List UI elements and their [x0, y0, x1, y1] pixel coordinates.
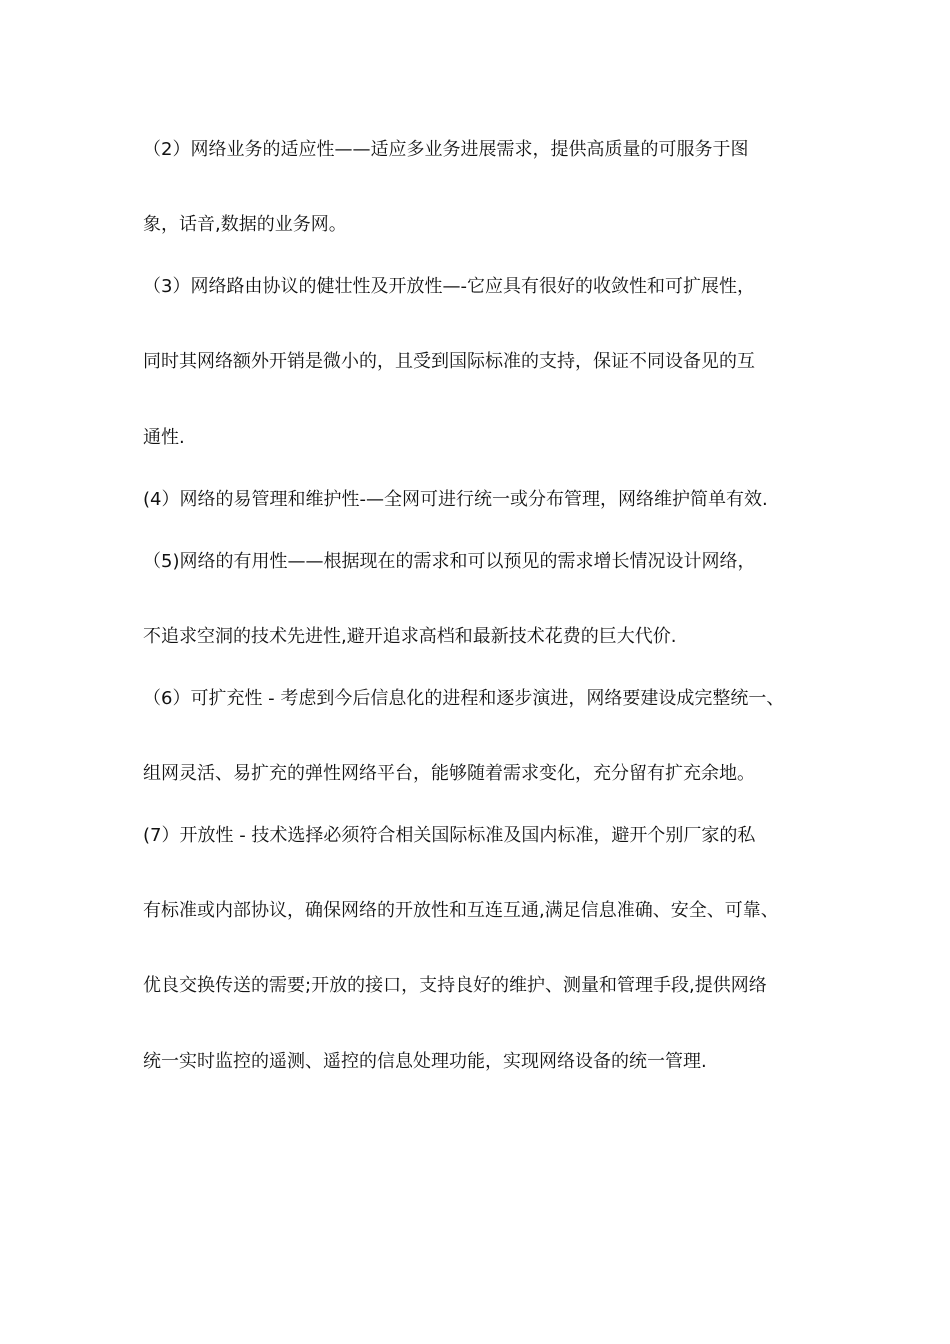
paragraph-2-line-2: 象，话音,数据的业务网。 [143, 214, 347, 235]
paragraph-5-line-1: （5)网络的有用性——根据现在的需求和可以预见的需求增长情况设计网络， [143, 551, 756, 572]
paragraph-7-line-1: (7）开放性 - 技术选择必须符合相关国际标准及国内标准，避开个别厂家的私 [143, 825, 756, 846]
paragraph-3-line-3: 通性. [143, 427, 185, 448]
paragraph-7-line-3: 优良交换传送的需要;开放的接口，支持良好的维护、测量和管理手段,提供网络 [143, 975, 767, 996]
paragraph-6-line-1: （6）可扩充性 - 考虑到今后信息化的进程和逐步演进，网络要建设成完整统一、 [143, 688, 785, 709]
paragraph-4-line-1: (4）网络的易管理和维护性-—全网可进行统一或分布管理，网络维护简单有效. [143, 489, 768, 510]
paragraph-7-line-2: 有标准或内部协议，确保网络的开放性和互连互通,满足信息准确、安全、可靠、 [143, 900, 779, 921]
paragraph-5-line-2: 不追求空洞的技术先进性,避开追求高档和最新技术花费的巨大代价. [143, 626, 677, 647]
paragraph-2-line-1: （2）网络业务的适应性——适应多业务进展需求，提供高质量的可服务于图 [143, 139, 749, 160]
paragraph-7-line-4: 统一实时监控的遥测、遥控的信息处理功能，实现网络设备的统一管理. [143, 1051, 707, 1072]
paragraph-3-line-2: 同时其网络额外开销是微小的，且受到国际标准的支持，保证不同设备见的互 [143, 351, 755, 372]
paragraph-3-line-1: （3）网络路由协议的健壮性及开放性—-它应具有很好的收敛性和可扩展性， [143, 276, 755, 297]
paragraph-6-line-2: 组网灵活、易扩充的弹性网络平台，能够随着需求变化，充分留有扩充余地。 [143, 763, 755, 784]
